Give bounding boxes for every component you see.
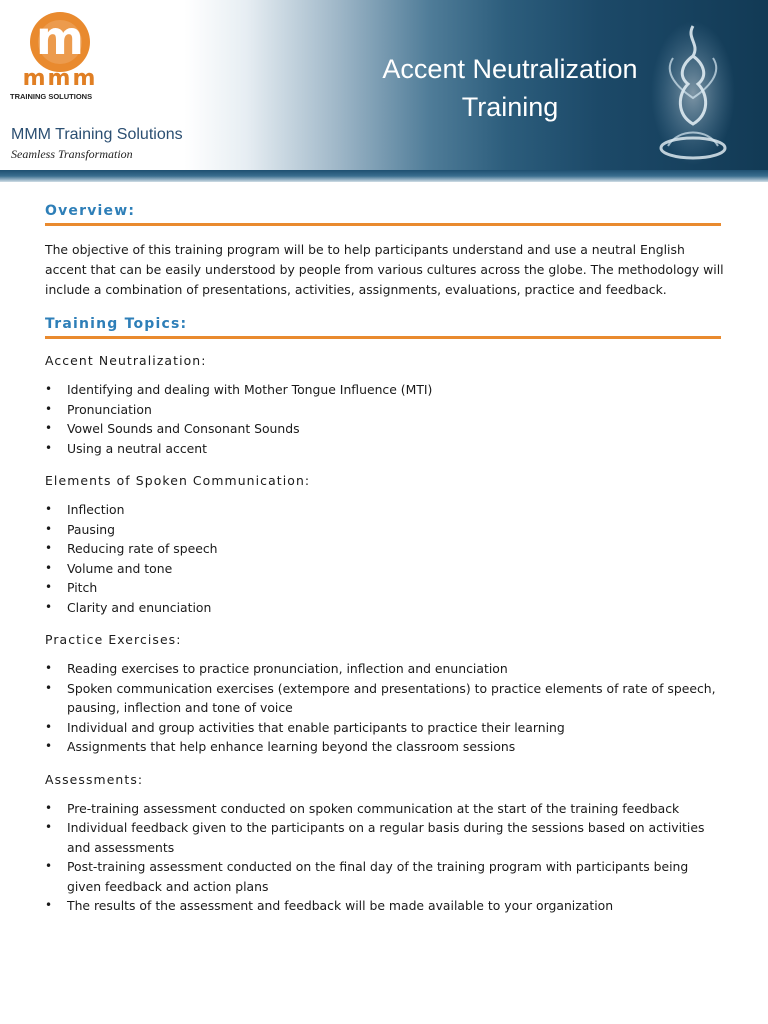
company-name: MMM Training Solutions — [11, 126, 183, 143]
title-line-2: Training — [461, 92, 559, 122]
topic-group-title: Accent Neutralization: — [45, 353, 207, 368]
list-item: • Vowel Sounds and Consonant Sounds — [45, 419, 725, 439]
list-item: • Pronunciation — [45, 400, 725, 420]
topic-group-practice — [45, 632, 725, 757]
list-item: • Pitch — [45, 578, 725, 598]
list-item: • Individual and group activities that enable participants to practice their learning — [45, 718, 725, 738]
document-body — [45, 203, 725, 931]
list-item: • Spoken communication exercises (extempore and presentations) to practice elements of rate of speech, pausing, inflection and tone of voice — [45, 679, 725, 718]
list-item: • Identifying and dealing with Mother Tongue Influence (MTI) — [45, 380, 725, 400]
company-tagline: Seamless Transformation — [11, 147, 133, 161]
topic-group-title: Elements of Spoken Communication: — [45, 473, 311, 488]
list-item: • Reading exercises to practice pronunciation, inflection and enunciation — [45, 659, 725, 679]
company-logo — [10, 8, 110, 101]
list-item: • Volume and tone — [45, 559, 725, 579]
topic-group-spoken — [45, 473, 725, 617]
topic-list — [45, 380, 725, 458]
topic-group-accent — [45, 353, 725, 458]
topic-list — [45, 799, 725, 916]
topic-list — [45, 659, 725, 757]
list-item: • The results of the assessment and feedback will be made available to your organization — [45, 896, 725, 916]
logo-letter: m — [36, 11, 84, 65]
topic-group-title: Assessments: — [45, 771, 144, 787]
header-banner — [0, 0, 768, 174]
overview-text: The objective of this training program will be to help participants understand and use a neutral English accent that can be easily understood by people from various cultures across the globe. The methodology will include a combination of presentations, activities, assignments, evaluations, practice and feedback. — [45, 242, 724, 297]
list-item: • Pausing — [45, 520, 725, 540]
logo-wordmark: mmm — [22, 66, 98, 91]
topic-group-title: Practice Exercises: — [45, 632, 182, 647]
training-topics-rule — [45, 336, 721, 339]
logo-subtitle: TRAINING SOLUTIONS — [10, 92, 93, 101]
title-line-1: Accent Neutralization — [382, 54, 638, 84]
training-topics-heading: Training Topics: — [45, 316, 188, 332]
list-item: • Inflection — [45, 500, 725, 520]
list-item: • Clarity and enunciation — [45, 598, 725, 618]
list-item: • Pre-training assessment conducted on spoken communication at the start of the training feedback — [45, 799, 725, 819]
list-item: • Reducing rate of speech — [45, 539, 725, 559]
list-item: • Using a neutral accent — [45, 439, 725, 459]
page-title — [355, 50, 665, 126]
topic-group-assessments — [45, 772, 725, 916]
overview-heading: Overview: — [45, 203, 136, 219]
list-item: • Assignments that help enhance learning beyond the classroom sessions — [45, 737, 725, 757]
topic-list — [45, 500, 725, 617]
smoke-figure-icon — [648, 18, 738, 168]
list-item: • Post-training assessment conducted on the final day of the training program with participants being given feedback and action plans — [45, 857, 725, 896]
overview-rule — [45, 223, 721, 226]
header-divider-bar — [0, 170, 768, 182]
list-item: • Individual feedback given to the participants on a regular basis during the sessions based on activities and assessments — [45, 818, 725, 857]
